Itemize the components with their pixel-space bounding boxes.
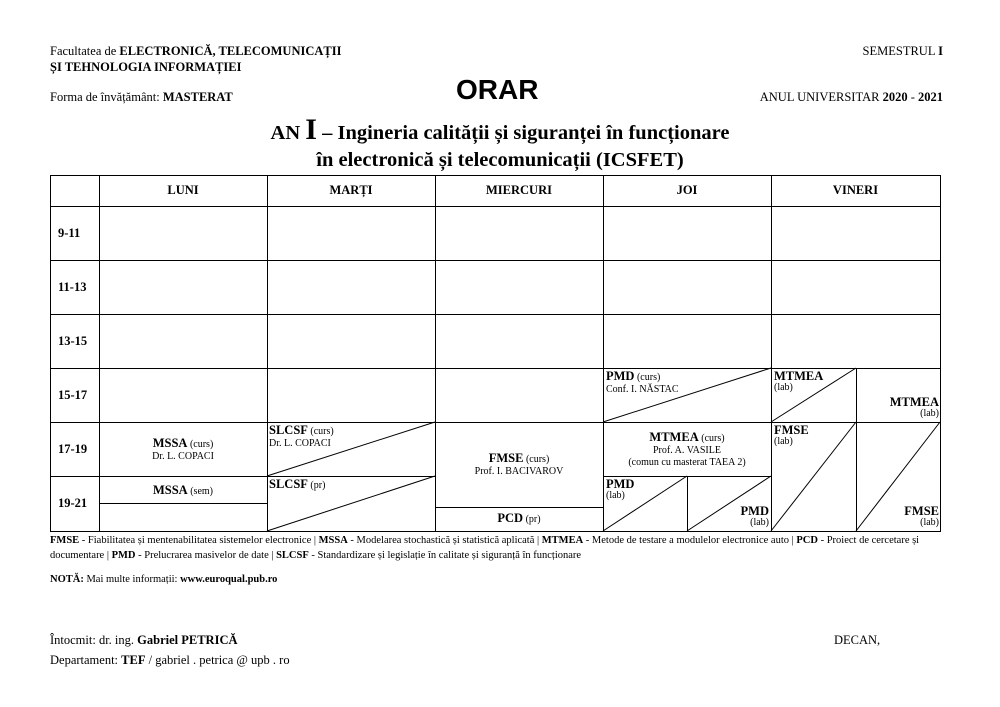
- dean-label: DECAN,: [834, 633, 881, 647]
- legend-abbr: PMD: [111, 550, 136, 561]
- class-code: PMD: [606, 477, 635, 491]
- class-fmse-lab-a: [774, 424, 809, 448]
- prepared-name: Gabriel PETRICĂ: [137, 633, 238, 647]
- faculty-name-line1: ELECTRONICĂ, TELECOMUNICAȚII: [119, 44, 342, 58]
- year-of-study-value: I: [305, 113, 317, 146]
- table-border: [51, 176, 941, 532]
- hour-label: 9-11: [58, 226, 81, 240]
- class-type: (lab): [774, 382, 793, 393]
- note-text: Mai multe informații:: [83, 574, 181, 585]
- class-type: (curs): [310, 426, 334, 437]
- class-professor: Dr. L. COPACI: [269, 438, 331, 449]
- department-value: TEF: [121, 653, 146, 667]
- class-type: (pr): [525, 514, 541, 525]
- class-mssa-sem: [99, 484, 267, 498]
- form-label: Forma de învățământ:: [50, 90, 160, 104]
- year-end: 2021: [918, 90, 943, 104]
- class-type: (curs): [636, 372, 661, 383]
- class-pmd-lab-b: [741, 505, 769, 529]
- prepared-label: Întocmit: dr. ing.: [50, 633, 135, 647]
- hour-label: 15-17: [58, 388, 88, 402]
- day-header-vineri: VINERI: [832, 183, 879, 197]
- legend-text: - Modelarea stochastică și statistică aplicată |: [347, 535, 542, 546]
- class-type: (lab): [920, 408, 939, 419]
- class-type: (lab): [750, 517, 769, 528]
- class-slcsf-pr: [269, 478, 325, 492]
- class-mtmea-lab-a: [774, 370, 823, 394]
- class-code: SLCSF: [269, 423, 308, 437]
- department-line: [50, 653, 290, 668]
- faculty-prefix: Facultatea de: [50, 44, 117, 58]
- day-header-marti: MARȚI: [329, 183, 373, 197]
- class-code: MTMEA: [889, 395, 939, 409]
- legend-text: - Standardizare și legislație în calitate și siguranță în funcționare: [308, 550, 582, 561]
- program-title-line2: în electronică și telecomunicații (ICSFET): [316, 149, 684, 171]
- year-of-study-label: AN: [270, 122, 301, 144]
- class-slcsf-curs: [269, 424, 334, 450]
- legend-text: - Prelucrarea masivelor de date |: [135, 550, 277, 561]
- day-header-miercuri: MIERCURI: [486, 183, 552, 197]
- class-code: MSSA: [152, 436, 188, 450]
- class-pmd-curs: [606, 370, 679, 396]
- legend-text: - Proiect de cercetare și documentare |: [50, 535, 920, 561]
- class-pmd-lab-a: [606, 478, 634, 502]
- class-type: (sem): [190, 486, 213, 497]
- class-code: SLCSF: [269, 477, 308, 491]
- class-type: (curs): [701, 433, 725, 444]
- legend-text: - Metode de testare a modulelor electronice auto |: [583, 535, 797, 546]
- class-type: (pr): [310, 480, 326, 491]
- class-fmse-lab-b: [904, 505, 939, 529]
- class-type: (lab): [606, 490, 625, 501]
- year-start: 2020: [882, 90, 908, 104]
- class-professor: Conf. I. NĂSTAC: [606, 384, 679, 395]
- class-code: PCD: [497, 511, 524, 525]
- contact-email: / gabriel . petrica @ upb . ro: [145, 653, 290, 667]
- program-name-line1: – Ingineria calității și siguranței în funcționare: [322, 122, 730, 144]
- class-professor: Prof. A. VASILE: [653, 445, 721, 456]
- class-type: (curs): [525, 454, 550, 465]
- class-code: PMD: [606, 369, 635, 383]
- class-code: FMSE: [774, 423, 809, 437]
- class-professor: Prof. I. BACIVAROV: [474, 466, 564, 477]
- class-code: MTMEA: [774, 369, 824, 383]
- year-separator: -: [907, 90, 918, 104]
- class-code: FMSE: [904, 504, 939, 518]
- hour-label: 13-15: [58, 334, 88, 348]
- class-code: FMSE: [488, 451, 524, 465]
- class-note: (comun cu masterat TAEA 2): [628, 457, 746, 468]
- legend-text: - Fiabilitatea și mentenabilitatea sistemelor electronice |: [79, 535, 319, 546]
- legend-abbr: PCD: [796, 535, 818, 546]
- hour-label: 19-21: [58, 496, 88, 510]
- class-code: MSSA: [152, 483, 188, 497]
- department-label: Departament:: [50, 653, 119, 667]
- document-title: ORAR: [456, 74, 539, 105]
- class-type: (lab): [774, 436, 793, 447]
- class-code: PMD: [740, 504, 769, 518]
- legend-abbr: SLCSF: [276, 550, 309, 561]
- semester-label-text: SEMESTRUL: [862, 44, 935, 58]
- legend-abbr: MTMEA: [541, 535, 584, 546]
- abbreviation-legend: [50, 533, 945, 563]
- prepared-by: [50, 633, 238, 648]
- class-type: (lab): [920, 517, 939, 528]
- day-header-luni: LUNI: [167, 183, 199, 197]
- class-code: MTMEA: [649, 430, 699, 444]
- hour-label: 17-19: [58, 442, 88, 456]
- class-mssa-curs: [99, 437, 267, 463]
- info-note: [50, 574, 277, 585]
- form-value: MASTERAT: [162, 90, 233, 104]
- class-mtmea-lab-b: [890, 396, 939, 420]
- note-label: NOTĂ:: [50, 574, 84, 585]
- faculty-name-line2: ȘI TEHNOLOGIA INFORMAȚIEI: [50, 60, 242, 74]
- class-type: (curs): [189, 439, 214, 450]
- legend-abbr: MSSA: [318, 535, 348, 546]
- class-professor: Dr. L. COPACI: [152, 451, 214, 462]
- class-pcd-pr: [435, 512, 603, 526]
- day-header-joi: JOI: [676, 183, 698, 197]
- class-mtmea-curs: [603, 431, 771, 469]
- class-fmse-curs: [435, 452, 603, 478]
- hour-label: 11-13: [58, 280, 87, 294]
- legend-abbr: FMSE: [50, 535, 80, 546]
- website-link[interactable]: www.euroqual.pub.ro: [180, 574, 278, 585]
- semester-value: I: [938, 44, 943, 58]
- year-label: ANUL UNIVERSITAR: [759, 90, 880, 104]
